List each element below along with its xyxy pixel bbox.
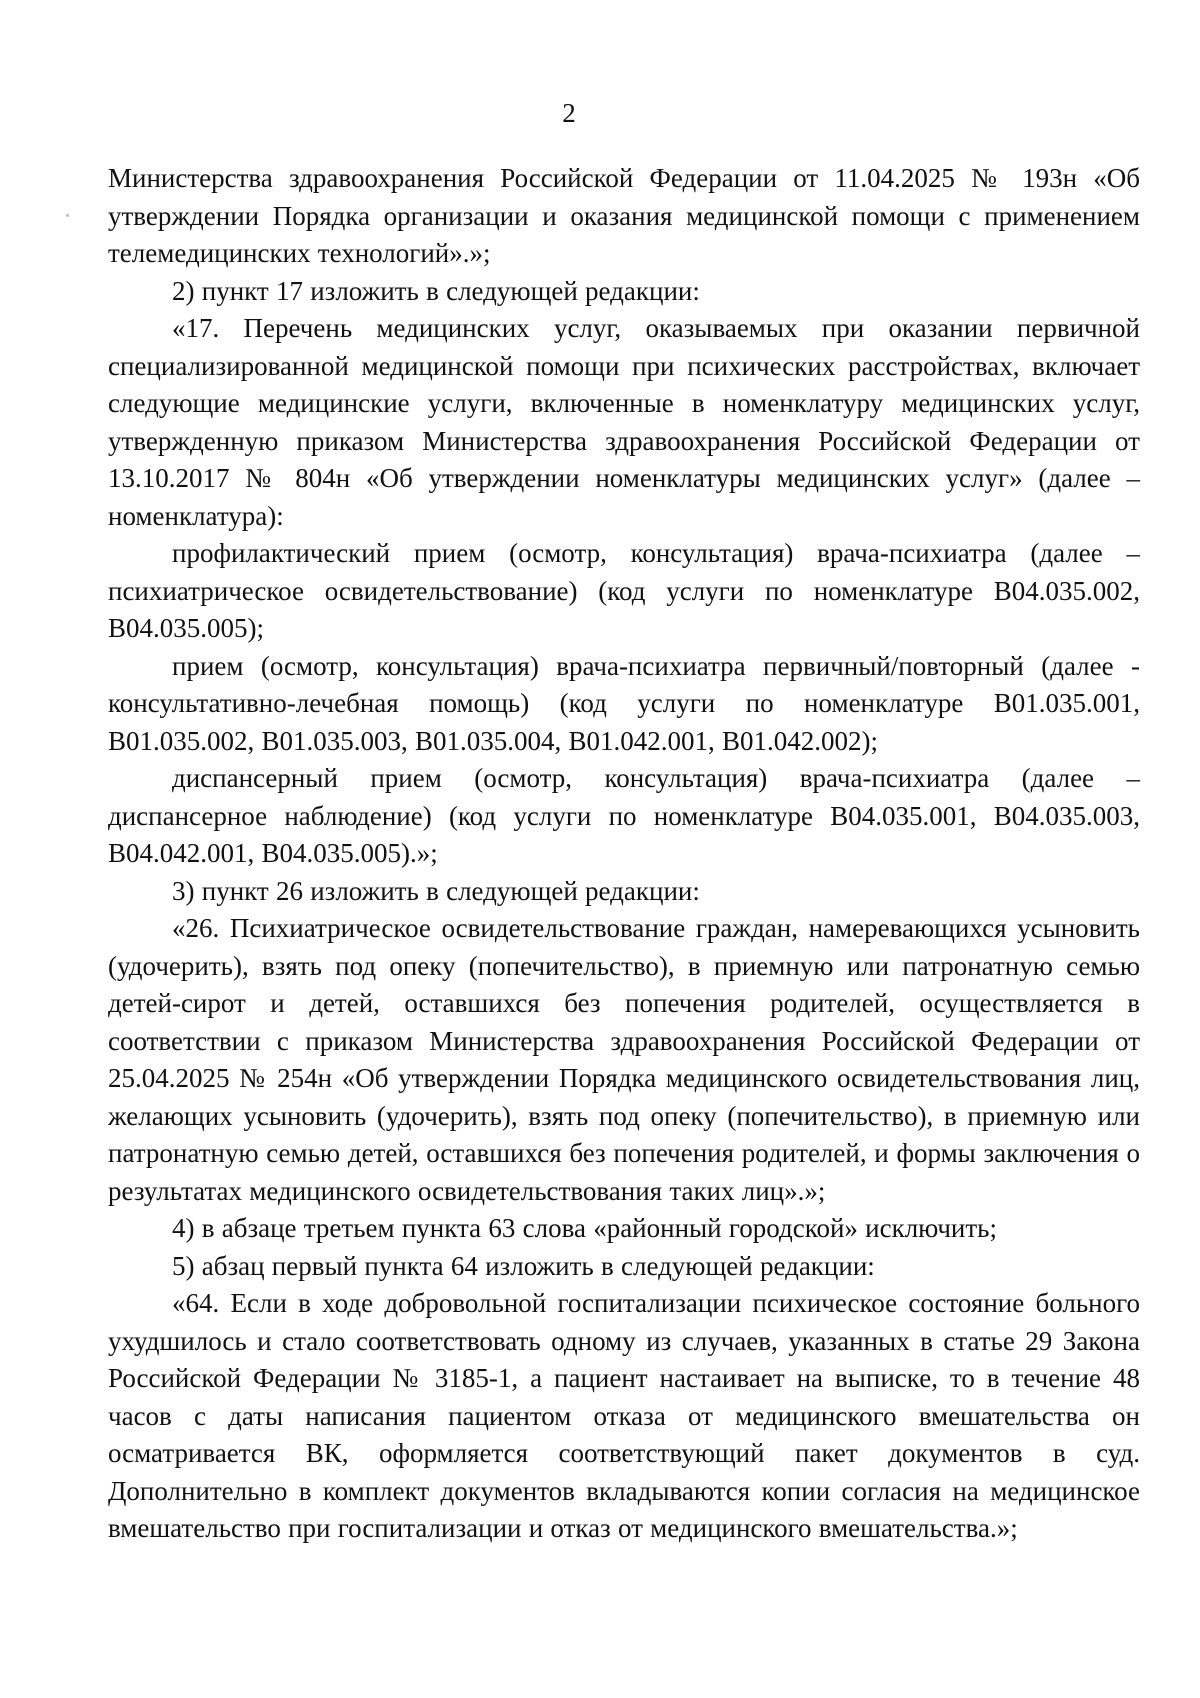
- paragraph-item-2: 2) пункт 17 изложить в следующей редакции:: [172, 275, 700, 306]
- paragraph-point-64: «64. Если в ходе добровольной госпитализации психическое состояние больного ухудшилось и стало соответствовать одному из случаев, указанных в статье 29 Закона Российской Федерации № 3185-1, а пациент настаивает на выписке, то в течение 48 часов с даты написания пациентом отказа от медицинского вмешательства он осматривается ВК, оформляется соответствующий пакет документов в суд. Дополнительно в комплект документов вкладываются копии согласия на медицинское вмешательство при госпитализации и отказ от медицинского вмешательства.»;: [108, 1288, 1140, 1543]
- paragraph-item-5: 5) абзац первый пункта 64 изложить в следующей редакции:: [172, 1250, 875, 1281]
- paragraph-dispensary: диспансерный прием (осмотр, консультация) врача-психиатра (далее – диспансерное наблюдение) (код услуги по номенклатуре B04.035.001, B04.035.003, B04.042.001, B04.035.005).»;: [108, 763, 1140, 868]
- document-body: [108, 160, 1140, 1548]
- paragraph-point-26: «26. Психиатрическое освидетельствование граждан, намеревающихся усыновить (удочерить), взять под опеку (попечительство), в приемную или патронатную семью детей-сирот и детей, оставшихся без попечения родителей, осуществляется в соответствии с приказом Министерства здравоохранения Российской Федерации от 25.04.2025 № 254н «Об утверждении Порядка медицинского освидетельствования лиц, желающих усыновить (удочерить), взять под опеку (попечительство), в приемную или патронатную семью детей, оставшихся без попечения родителей, и формы заключения о результатах медицинского освидетельствования таких лиц».»;: [108, 913, 1140, 1206]
- scan-speck: [66, 214, 69, 217]
- paragraph-point-17: «17. Перечень медицинских услуг, оказываемых при оказании первичной специализированной медицинской помощи при психических расстройствах, включает следующие медицинские услуги, включенные в номенклатуру медицинских услуг, утвержденную приказом Министерства здравоохранения Российской Федерации от 13.10.2017 № 804н «Об утверждении номенклатуры медицинских услуг» (далее – номенклатура):: [108, 313, 1140, 531]
- paragraph-continuation: Министерства здравоохранения Российской Федерации от 11.04.2025 № 193н «Об утверждении Порядка организации и оказания медицинской помощи с применением телемедицинских технологий».»;: [108, 163, 1140, 268]
- paragraph-preventive-exam: профилактический прием (осмотр, консультация) врача-психиатра (далее – психиатрическое освидетельствование) (код услуги по номенклатуре B04.035.002, B04.035.005);: [108, 538, 1140, 643]
- paragraph-item-4: 4) в абзаце третьем пункта 63 слова «районный городской» исключить;: [172, 1213, 997, 1243]
- paragraph-item-3: 3) пункт 26 изложить в следующей редакции:: [172, 875, 700, 906]
- paragraph-consultation: прием (осмотр, консультация) врача-психиатра первичный/повторный (далее - консультативно-лечебная помощь) (код услуги по номенклатуре B01.035.001, B01.035.002, B01.035.003, B01.035.004, B01.042.001, B01.042.002);: [108, 650, 1140, 756]
- page-number: 2: [562, 98, 576, 128]
